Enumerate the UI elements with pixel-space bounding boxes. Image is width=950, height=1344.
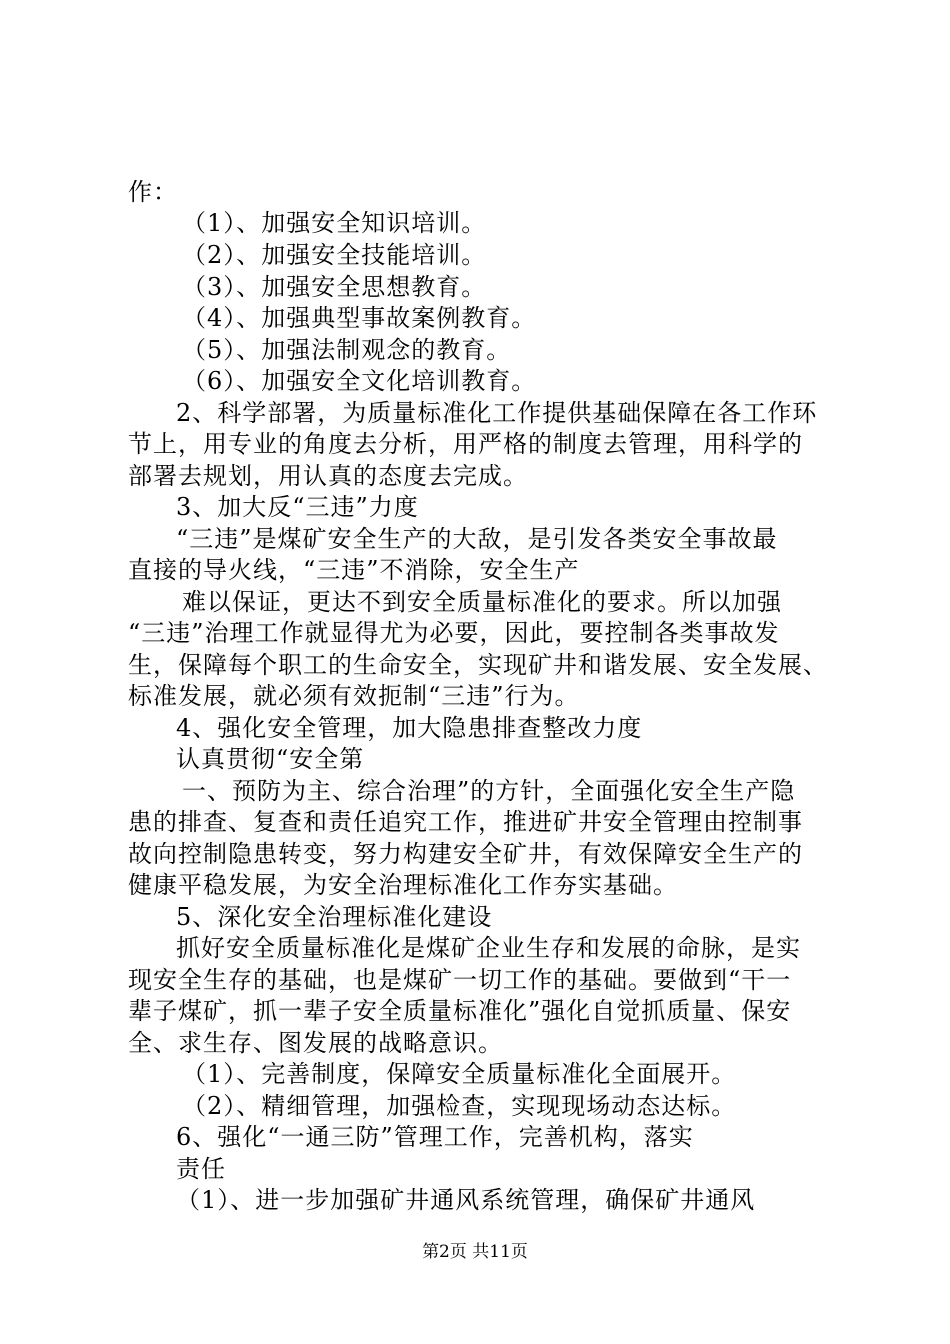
text-line: 部署去规划，用认真的态度去完成。: [128, 462, 528, 490]
text-line: 4、强化安全管理，加大隐患排查整改力度: [176, 714, 643, 742]
text-line: 现安全生存的基础，也是煤矿一切工作的基础。要做到“干一: [128, 966, 792, 994]
text-line: 作：: [128, 178, 178, 206]
text-line: 辈子煤矿，抓一辈子安全质量标准化”强化自觉抓质量、保安: [128, 997, 792, 1025]
text-line: 3、加大反“三违”力度: [176, 493, 419, 521]
text-line: （6）、加强安全文化培训教育。: [182, 367, 537, 395]
text-line: 5、深化安全治理标准化建设: [176, 903, 493, 931]
text-line: 6、强化“一通三防”管理工作，完善机构，落实: [176, 1123, 694, 1151]
text-line: 一、预防为主、综合治理”的方针，全面强化安全生产隐: [182, 777, 796, 805]
text-line: 故向控制隐患转变，努力构建安全矿井，有效保障安全生产的: [128, 840, 803, 868]
text-line: （1）、完善制度，保障安全质量标准化全面展开。: [182, 1060, 737, 1088]
text-line: （1）、进一步加强矿井通风系统管理，确保矿井通风: [176, 1186, 756, 1214]
text-line: 抓好安全质量标准化是煤矿企业生存和发展的命脉，是实: [176, 934, 801, 962]
text-line: 2、科学部署，为质量标准化工作提供基础保障在各工作环: [176, 399, 818, 427]
text-line: （3）、加强安全思想教育。: [182, 273, 487, 301]
text-line: 节上，用专业的角度去分析，用严格的制度去管理，用科学的: [128, 430, 803, 458]
text-line: （2）、加强安全技能培训。: [182, 241, 487, 269]
text-line: 责任: [176, 1155, 226, 1183]
text-line: （2）、精细管理，加强检查，实现现场动态达标。: [182, 1092, 737, 1120]
text-line: “三违”是煤矿安全生产的大敌，是引发各类安全事故最: [176, 525, 778, 553]
text-line: 标准发展，就必须有效扼制“三违”行为。: [128, 682, 580, 710]
text-line: 生，保障每个职工的生命安全，实现矿井和谐发展、安全发展、: [128, 651, 828, 679]
text-line: （1）、加强安全知识培训。: [182, 209, 487, 237]
text-line: （5）、加强法制观念的教育。: [182, 336, 512, 364]
page-number-footer: 第2页 共11页: [422, 1242, 528, 1262]
text-line: 认真贯彻“安全第: [176, 745, 365, 773]
text-line: 直接的导火线，“三违”不消除，安全生产: [128, 556, 580, 584]
text-line: 难以保证，更达不到安全质量标准化的要求。所以加强: [182, 588, 782, 616]
text-line: 健康平稳发展，为安全治理标准化工作夯实基础。: [128, 871, 678, 899]
text-line: 全、求生存、图发展的战略意识。: [128, 1029, 503, 1057]
text-line: （4）、加强典型事故案例教育。: [182, 304, 537, 332]
text-line: “三违”治理工作就显得尤为必要，因此，要控制各类事故发: [128, 619, 780, 647]
text-line: 患的排查、复查和责任追究工作，推进矿井安全管理由控制事: [128, 808, 803, 836]
